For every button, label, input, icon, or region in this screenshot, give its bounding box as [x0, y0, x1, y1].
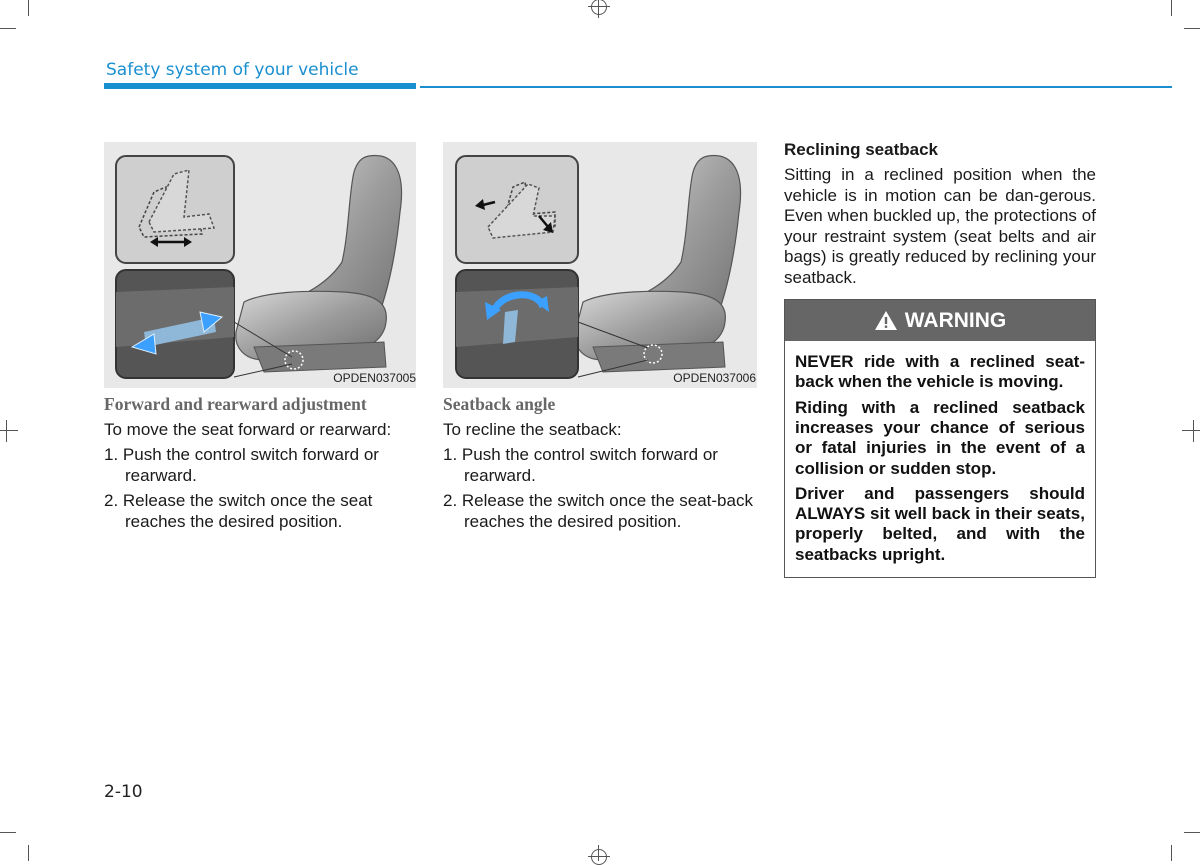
- warning-header: [785, 300, 1095, 341]
- registration-circle: [591, 0, 607, 15]
- crop-mark: [1171, 845, 1172, 861]
- crop-mark: [1193, 420, 1194, 442]
- figure-caption: Seatback angle: [443, 394, 556, 414]
- crop-mark: [0, 430, 18, 431]
- seat-illustration: [443, 142, 757, 388]
- crop-mark: [6, 420, 7, 442]
- crop-mark: [28, 845, 29, 861]
- crop-mark: [1182, 430, 1200, 431]
- warning-heading: WARNING: [904, 308, 1007, 332]
- figure-forward-rearward: [104, 142, 416, 388]
- crop-mark: [1171, 0, 1172, 16]
- step-item: 1. Push the control switch forward or rearward.: [443, 445, 718, 485]
- registration-circle: [591, 849, 607, 865]
- crop-mark: [1184, 832, 1200, 833]
- subsection-title: Reclining seatback: [784, 140, 939, 159]
- seat-illustration: [104, 142, 416, 388]
- figure-code: OPDEN037006: [673, 371, 756, 385]
- page-number: 2-10: [104, 782, 143, 802]
- figure-seatback-angle: [443, 142, 757, 388]
- step-item: 1. Push the control switch forward or rearward.: [104, 445, 379, 485]
- crop-mark: [0, 28, 16, 29]
- warning-triangle-icon: [874, 310, 898, 331]
- warning-paragraph: NEVER ride with a reclined seat-back when the vehicle is moving.: [795, 352, 1085, 392]
- step-item: 2. Release the switch once the seat-back reaches the desired position.: [443, 491, 753, 531]
- crop-mark: [1184, 28, 1200, 29]
- figure-code: OPDEN037005: [333, 371, 416, 385]
- crop-mark: [28, 0, 29, 16]
- intro-text: To move the seat forward or rearward:: [104, 420, 392, 439]
- body-paragraph: Sitting in a reclined position when the vehicle is in motion can be dan-gerous. Even when buckled up, the protections of your restraint system (seat belts and air bags) is greatly reduced by reclining your seatback.: [784, 165, 1096, 287]
- header-rule-thick: [104, 83, 416, 89]
- warning-paragraph: Driver and passengers should ALWAYS sit well back in their seats, properly belted, and with the seatbacks upright.: [795, 484, 1085, 564]
- intro-text: To recline the seatback:: [443, 420, 622, 439]
- warning-paragraph: Riding with a reclined seatback increases your chance of serious or fatal injuries in the event of a collision or sudden stop.: [795, 398, 1085, 478]
- warning-box: [784, 299, 1096, 578]
- crop-mark: [0, 832, 16, 833]
- header-rule-thin: [420, 86, 1172, 88]
- section-title: Safety system of your vehicle: [106, 60, 359, 80]
- step-item: 2. Release the switch once the seat reaches the desired position.: [104, 491, 373, 531]
- figure-caption: Forward and rearward adjustment: [104, 394, 367, 414]
